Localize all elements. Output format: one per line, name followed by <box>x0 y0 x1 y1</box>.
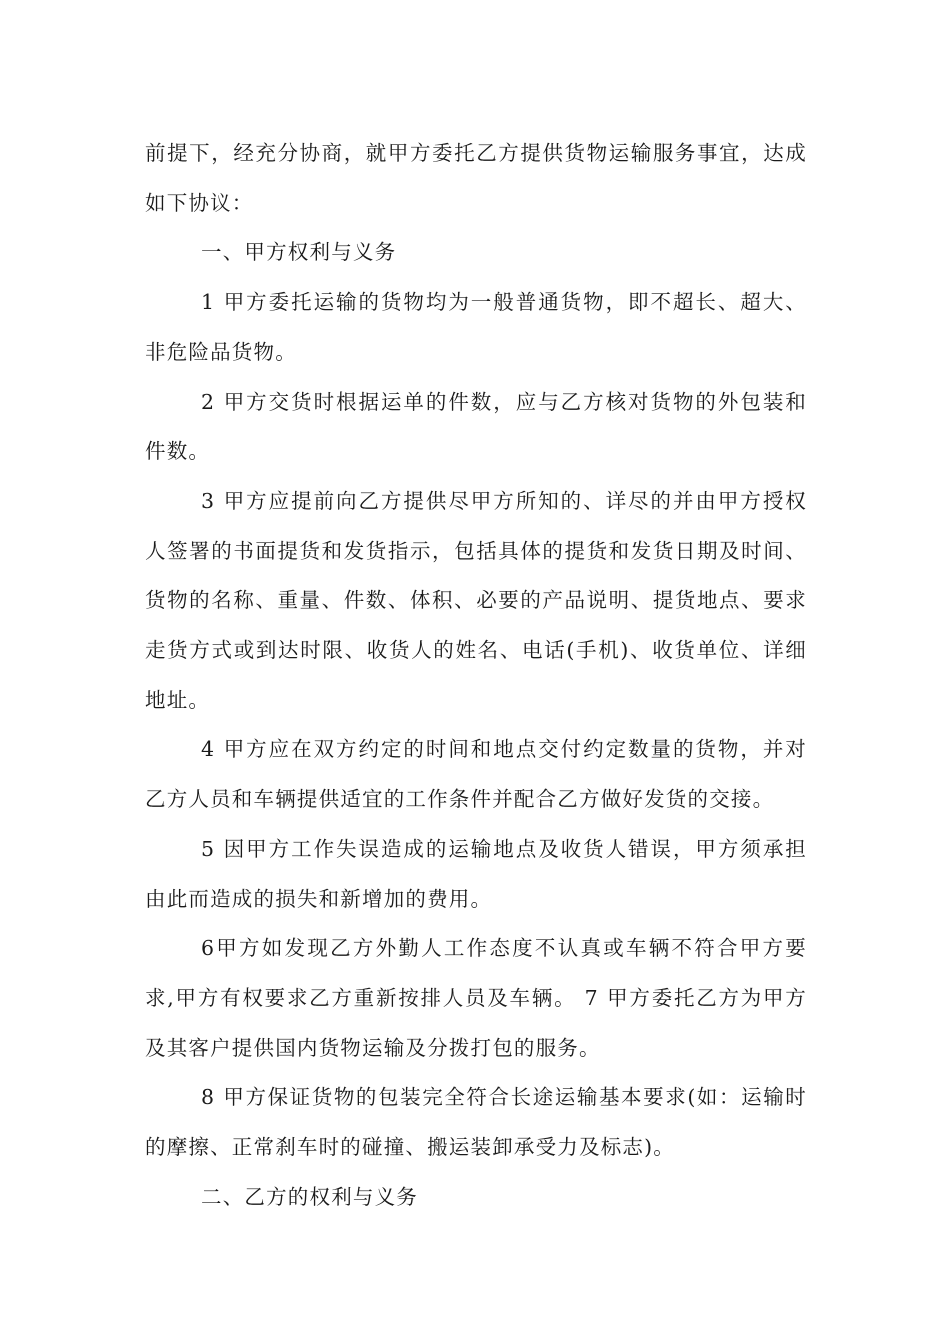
section-heading-party-b: 二、乙方的权利与义务 <box>201 1184 418 1209</box>
clause-4: 4 甲方应在双方约定的时间和地点交付约定数量的货物，并对乙方人员和车辆提供适宜的工作条件并配合乙方做好发货的交接。 <box>145 737 807 812</box>
clause-3: 3 甲方应提前向乙方提供尽甲方所知的、详尽的并由甲方授权人签署的书面提货和发货指示，包括具体的提货和发货日期及时间、货物的名称、重量、件数、体积、必要的产品说明、提货地点、要求走货方式或到达时限、收货人的姓名、电话(手机)、收货单位、详细地址。 <box>145 488 807 712</box>
clause-6-7: 6甲方如发现乙方外勤人工作态度不认真或车辆不符合甲方要求,甲方有权要求乙方重新按排人员及车辆。 7 甲方委托乙方为甲方及其客户提供国内货物运输及分拨打包的服务。 <box>145 936 807 1060</box>
document-body <box>145 129 807 1222</box>
section-heading-party-a: 一、甲方权利与义务 <box>201 240 397 265</box>
paragraph-intro: 前提下，经充分协商，就甲方委托乙方提供货物运输服务事宜，达成如下协议： <box>145 141 807 215</box>
clause-8: 8 甲方保证货物的包装完全符合长途运输基本要求(如：运输时的摩擦、正常刹车时的碰撞、搬运装卸承受力及标志)。 <box>145 1085 807 1160</box>
clause-5: 5 因甲方工作失误造成的运输地点及收货人错误，甲方须承担由此而造成的损失和新增加的费用。 <box>145 836 807 911</box>
clause-2: 2 甲方交货时根据运单的件数，应与乙方核对货物的外包装和件数。 <box>145 389 807 464</box>
clause-1: 1 甲方委托运输的货物均为一般普通货物，即不超长、超大、非危险品货物。 <box>145 290 807 364</box>
